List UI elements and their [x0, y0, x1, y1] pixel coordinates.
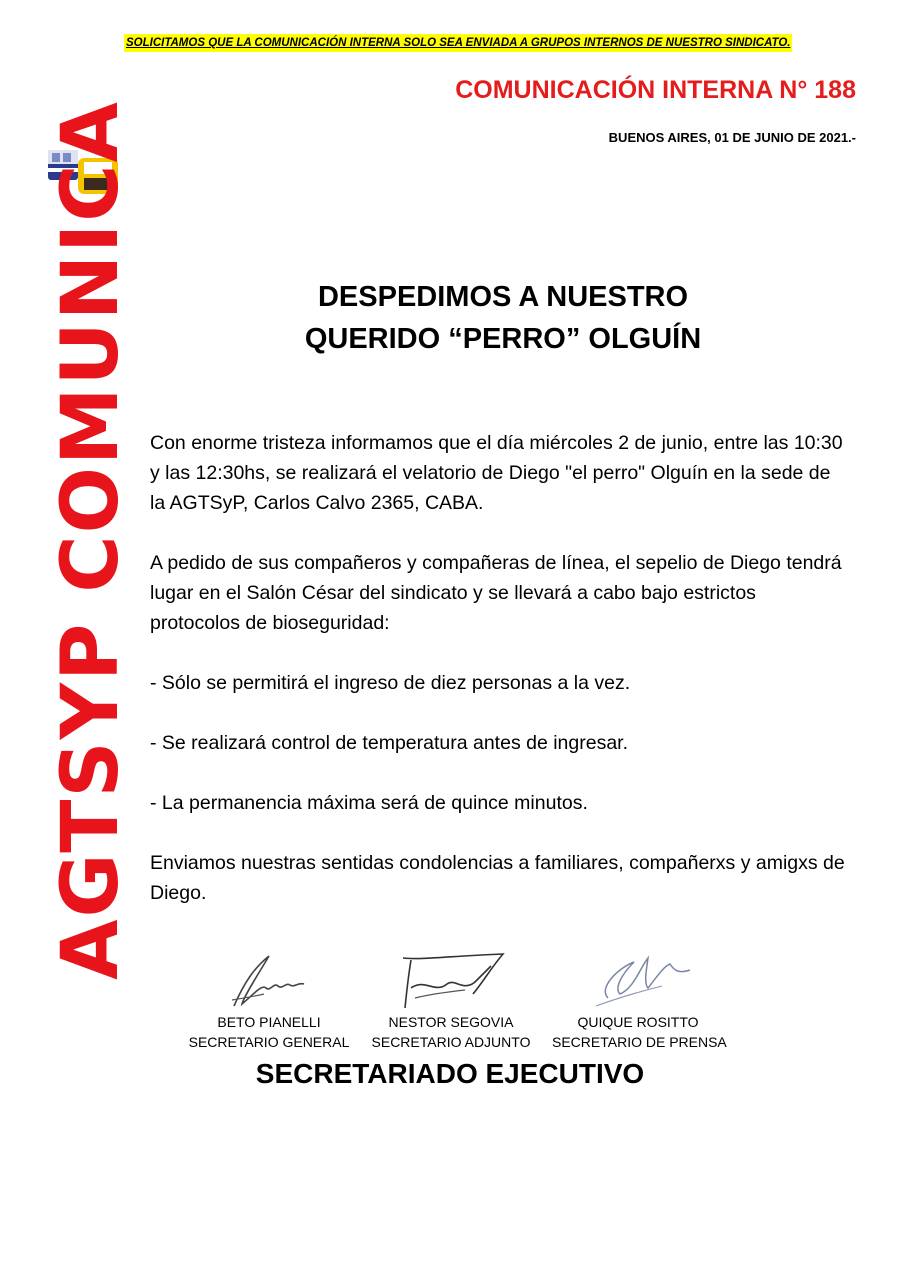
bullet-item: - Se realizará control de temperatura antes de ingresar. — [150, 732, 629, 754]
paragraph-wake: Con enorme tristeza informamos que el día miércoles 2 de junio, entre las 10:30 y las 12:30hs, se realizará el velatorio de Diego "el perro" Olguín en la sede de la AGTSyP, Carlos Calvo 2365, CABA. — [150, 432, 843, 514]
document-date: BUENOS AIRES, 01 DE JUNIO DE 2021.- — [608, 130, 856, 145]
vertical-brand-text: AGTSYP COMUNICA — [46, 100, 136, 980]
communication-title: COMUNICACIÓN INTERNA N° 188 — [455, 76, 856, 104]
secretariado-ejecutivo: SECRETARIADO EJECUTIVO — [255, 1058, 645, 1089]
handwritten-signature-icon — [578, 948, 698, 1012]
body-text — [150, 428, 850, 908]
distribution-notice-banner: SOLICITAMOS QUE LA COMUNICACIÓN INTERNA SOLO SEA ENVIADA A GRUPOS INTERNOS DE NUESTRO SINDICATO. — [124, 34, 792, 52]
headline — [150, 276, 856, 360]
bullet-item: - La permanencia máxima será de quince minutos. — [150, 792, 588, 814]
signer-name: BETO PIANELLI — [217, 1014, 321, 1030]
bullet-item: - Sólo se permitirá el ingreso de diez personas a la vez. — [150, 672, 631, 694]
handwritten-signature-icon — [391, 948, 511, 1012]
signature-block — [366, 948, 536, 1052]
paragraph-burial: A pedido de sus compañeros y compañeras de línea, el sepelio de Diego tendrá lugar en el Salón César del sindicato y se llevará a cabo bajo estrictos protocolos de bioseguridad: — [150, 552, 842, 634]
signer-name: NESTOR SEGOVIA — [388, 1014, 514, 1030]
signer-name: QUIQUE ROSITTO — [577, 1014, 699, 1030]
signer-role: SECRETARIO ADJUNTO — [371, 1034, 531, 1050]
headline-line-2: QUERIDO “PERRO” OLGUÍN — [304, 323, 702, 355]
signature-block — [552, 948, 727, 1052]
signatures — [180, 948, 740, 1058]
signature-block — [188, 948, 350, 1052]
headline-line-1: DESPEDIMOS A NUESTRO — [317, 281, 689, 313]
paragraph-condolences: Enviamos nuestras sentidas condolencias a familiares, compañerxs y amigxs de Diego. — [150, 852, 845, 904]
handwritten-signature-icon — [214, 948, 324, 1012]
signer-role: SECRETARIO DE PRENSA — [552, 1034, 727, 1050]
signer-role: SECRETARIO GENERAL — [188, 1034, 350, 1050]
